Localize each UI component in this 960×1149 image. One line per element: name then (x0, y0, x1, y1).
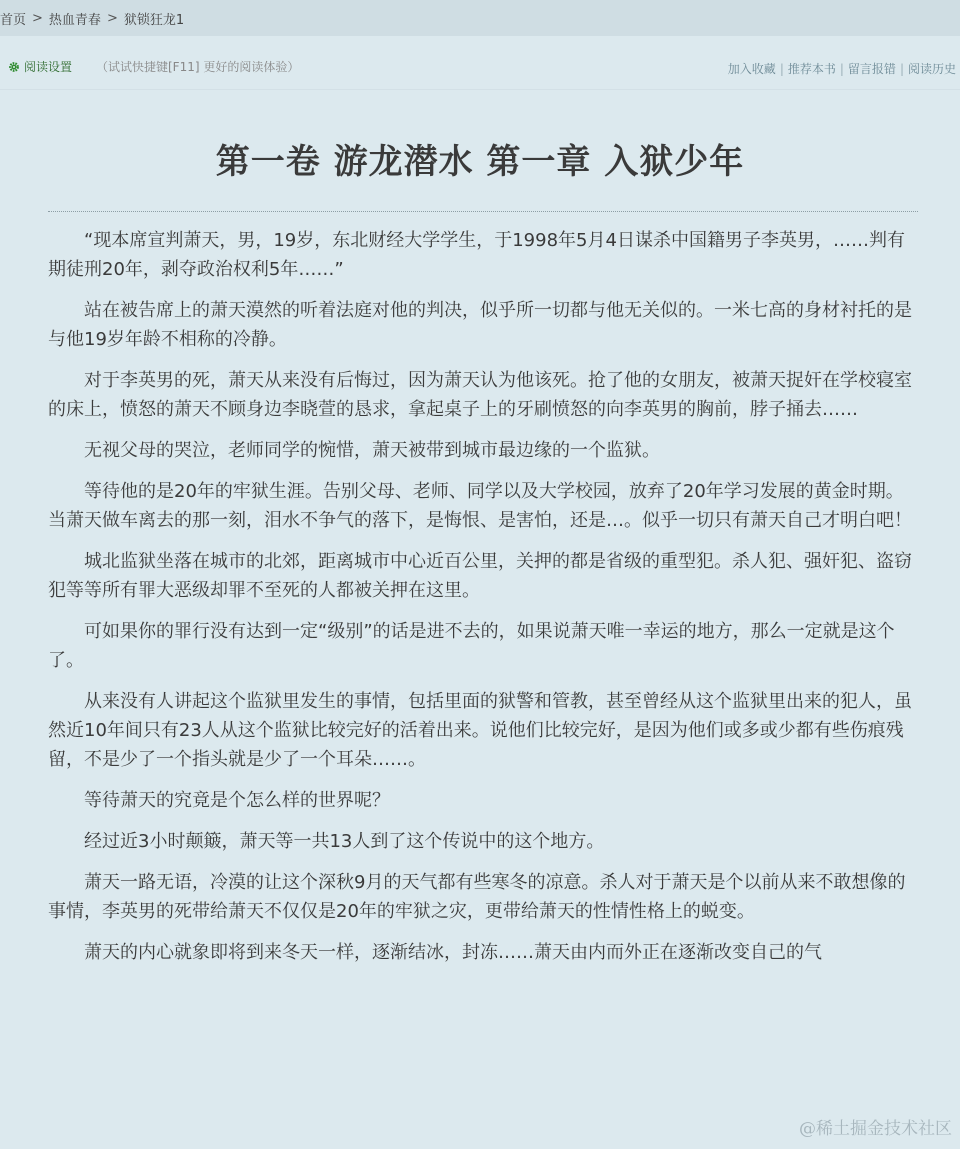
breadcrumb-book-link[interactable]: 狱锁狂龙1 (123, 12, 185, 28)
chapter-paragraph: 城北监狱坐落在城市的北郊，距离城市中心近百公里，关押的都是省级的重型犯。杀人犯、强奸犯、盗窃犯等等所有罪大恶级却罪不至死的人都被关押在这里。 (48, 551, 912, 601)
gear-icon (8, 61, 20, 73)
breadcrumb-home-link[interactable]: 首页 (0, 12, 27, 28)
breadcrumb-separator: > (32, 10, 43, 26)
add-favorite-link[interactable]: 加入收藏 (727, 62, 776, 76)
chapter-content (48, 226, 918, 967)
chapter-paragraph: 从来没有人讲起这个监狱里发生的事情，包括里面的狱警和管教，甚至曾经从这个监狱里出来的犯人，虽然近10年间只有23人从这个监狱比较完好的活着出来。说他们比较完好，是因为他们或多或少都有些伤痕残留，不是少了一个指头就是少了一个耳朵……。 (48, 691, 912, 770)
link-separator: | (839, 62, 844, 76)
watermark: @稀土掘金技术社区 (799, 1119, 952, 1139)
chapter-paragraph: 等待他的是20年的牢狱生涯。告别父母、老师、同学以及大学校园，放弃了20年学习发展的黄金时期。当萧天做车离去的那一刻，泪水不争气的落下，是悔恨、是害怕，还是…。似乎一切只有萧天自己才明白吧！ (48, 481, 912, 531)
breadcrumb (0, 0, 960, 36)
title-divider (48, 211, 918, 212)
toolbar-links (728, 60, 956, 77)
chapter-paragraph: 萧天一路无语，冷漠的让这个深秋9月的天气都有些寒冬的凉意。杀人对于萧天是个以前从来不敢想像的事情，李英男的死带给萧天不仅仅是20年的牢狱之灾，更带给萧天的性情性格上的蜕变。 (48, 872, 906, 922)
reading-toolbar (0, 36, 960, 90)
reading-history-link[interactable]: 阅读历史 (907, 62, 956, 76)
breadcrumb-separator: > (106, 10, 118, 26)
reading-settings-label: 阅读设置 (24, 60, 73, 74)
chapter-paragraph: 无视父母的哭泣，老师同学的惋惜，萧天被带到城市最边缘的一个监狱。 (84, 440, 660, 461)
recommend-book-link[interactable]: 推荐本书 (787, 62, 836, 76)
chapter-paragraph: “现本席宣判萧天，男，19岁，东北财经大学学生，于1998年5月4日谋杀中国籍男子李英男，……判有期徒刑20年，剥夺政治权利5年……” (48, 230, 905, 280)
chapter-paragraph: 对于李英男的死，萧天从来没有后悔过，因为萧天认为他该死。抢了他的女朋友，被萧天捉奸在学校寝室的床上，愤怒的萧天不顾身边李晓萱的恳求，拿起桌子上的牙刷愤怒的向李英男的胸前，脖子捅去…… (48, 370, 912, 420)
shortcut-hint: （试试快捷键[F11] 更好的阅读体验） (96, 60, 300, 74)
link-separator: | (899, 62, 904, 76)
chapter-paragraph: 站在被告席上的萧天漠然的听着法庭对他的判决，似乎所一切都与他无关似的。一米七高的身材衬托的是与他19岁年龄不相称的冷静。 (48, 300, 912, 350)
chapter-paragraph: 可如果你的罪行没有达到一定“级别”的话是进不去的，如果说萧天唯一幸运的地方，那么一定就是这个了。 (48, 621, 895, 671)
chapter-title: 第一卷 游龙潜水 第一章 入狱少年 (215, 142, 745, 182)
link-separator: | (779, 62, 784, 76)
chapter-paragraph: 等待萧天的究竟是个怎么样的世界呢？ (84, 790, 390, 811)
chapter-paragraph: 经过近3小时颠簸，萧天等一共13人到了这个传说中的这个地方。 (84, 831, 605, 852)
report-error-link[interactable]: 留言报错 (847, 62, 896, 76)
reading-settings-button[interactable] (8, 58, 72, 75)
chapter-paragraph: 萧天的内心就象即将到来冬天一样，逐渐结冰，封冻……萧天由内而外正在逐渐改变自己的气 (84, 942, 822, 963)
breadcrumb-category-link[interactable]: 热血青春 (48, 12, 101, 28)
